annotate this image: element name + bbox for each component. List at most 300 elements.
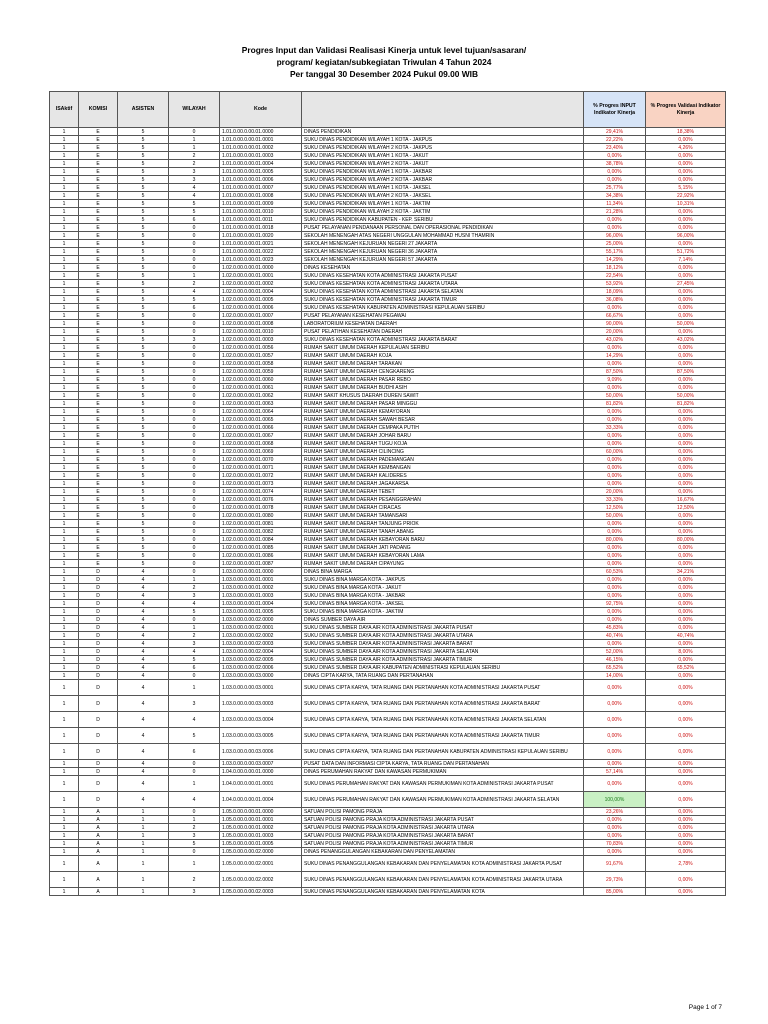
cell-nama: RUMAH SAKIT UMUM DAERAH KALIDERES [302, 472, 584, 480]
cell-nama: SEKOLAH MENENGAH KEJURUAN NEGERI 27 JAKARTA [302, 240, 584, 248]
table-row [50, 456, 726, 464]
cell-asisten: 5 [118, 272, 169, 280]
cell-nama: SUKU DINAS PENDIDIKAN WILAYAH 1 KOTA - JAKPUS [302, 136, 584, 144]
cell-progres-validasi: 51,72% [646, 248, 726, 256]
cell-komisi: E [79, 544, 118, 552]
cell-isaktif: 1 [50, 240, 79, 248]
cell-wilayah: 5 [169, 608, 220, 616]
cell-progres-input: 92,75% [584, 600, 646, 608]
cell-isaktif: 1 [50, 872, 79, 888]
cell-komisi: D [79, 568, 118, 576]
cell-progres-validasi: 27,45% [646, 280, 726, 288]
cell-kode: 1.05.0.00.0.00.02.0001 [220, 856, 302, 872]
cell-kode: 1.03.0.00.0.00.03.0001 [220, 680, 302, 696]
cell-progres-validasi: 0,00% [646, 744, 726, 760]
title-line-2: program/ kegiatan/subkegiatan Triwulan 4 Tahun 2024 [276, 57, 492, 67]
cell-wilayah: 1 [169, 816, 220, 824]
cell-nama: PUSAT DATA DAN INFORMASI CIPTA KARYA, TATA RUANG DAN PERTANAHAN [302, 760, 584, 768]
cell-kode: 1.02.0.00.0.00.01.0087 [220, 560, 302, 568]
cell-isaktif: 1 [50, 152, 79, 160]
cell-isaktif: 1 [50, 648, 79, 656]
table-row [50, 696, 726, 712]
cell-progres-validasi: 0,00% [646, 760, 726, 768]
cell-nama: SUKU DINAS SUMBER DAYA AIR KOTA ADMINISTRASI JAKARTA TIMUR [302, 656, 584, 664]
cell-asisten: 1 [118, 856, 169, 872]
cell-progres-validasi: 0,00% [646, 224, 726, 232]
cell-kode: 1.01.0.00.0.00.01.0021 [220, 240, 302, 248]
cell-progres-validasi: 22,92% [646, 192, 726, 200]
cell-kode: 1.02.0.00.0.00.01.0084 [220, 536, 302, 544]
cell-progres-validasi: 0,00% [646, 512, 726, 520]
cell-progres-validasi: 0,00% [646, 312, 726, 320]
cell-isaktif: 1 [50, 272, 79, 280]
cell-kode: 1.02.0.00.0.00.01.0060 [220, 376, 302, 384]
cell-progres-validasi: 0,00% [646, 424, 726, 432]
cell-progres-input: 81,82% [584, 400, 646, 408]
cell-komisi: E [79, 408, 118, 416]
cell-progres-input: 9,09% [584, 376, 646, 384]
cell-komisi: E [79, 328, 118, 336]
cell-nama: SUKU DINAS SUMBER DAYA AIR KOTA ADMINISTRASI JAKARTA PUSAT [302, 624, 584, 632]
cell-progres-input: 0,00% [584, 552, 646, 560]
cell-nama: PUSAT PELAYANAN PENDANAAN PERSONAL DAN OPERASIONAL PENDIDIKAN [302, 224, 584, 232]
cell-progres-input: 100,00% [584, 792, 646, 808]
cell-nama: RUMAH SAKIT UMUM DAERAH TANJUNG PRIOK [302, 520, 584, 528]
cell-wilayah: 4 [169, 712, 220, 728]
cell-komisi: D [79, 768, 118, 776]
table-row [50, 552, 726, 560]
cell-komisi: E [79, 288, 118, 296]
table-row [50, 512, 726, 520]
cell-asisten: 4 [118, 744, 169, 760]
cell-asisten: 5 [118, 176, 169, 184]
cell-progres-validasi: 0,00% [646, 832, 726, 840]
cell-isaktif: 1 [50, 616, 79, 624]
cell-nama: RUMAH SAKIT UMUM DAERAH TAMANSARI [302, 512, 584, 520]
table-row [50, 760, 726, 768]
cell-progres-validasi: 0,00% [646, 584, 726, 592]
cell-kode: 1.05.0.00.0.00.02.0000 [220, 848, 302, 856]
table-row [50, 600, 726, 608]
cell-nama: SUKU DINAS KESEHATAN KOTA ADMINISTRASI JAKARTA BARAT [302, 336, 584, 344]
cell-asisten: 5 [118, 416, 169, 424]
cell-isaktif: 1 [50, 376, 79, 384]
cell-progres-validasi: 0,00% [646, 464, 726, 472]
table-row [50, 496, 726, 504]
cell-komisi: E [79, 152, 118, 160]
cell-kode: 1.02.0.00.0.00.01.0063 [220, 400, 302, 408]
cell-progres-validasi: 0,00% [646, 136, 726, 144]
cell-kode: 1.05.0.00.0.00.01.0002 [220, 824, 302, 832]
cell-progres-validasi: 0,00% [646, 168, 726, 176]
cell-asisten: 5 [118, 264, 169, 272]
table-row [50, 312, 726, 320]
cell-wilayah: 2 [169, 152, 220, 160]
cell-komisi: E [79, 400, 118, 408]
cell-progres-input: 60,00% [584, 448, 646, 456]
cell-wilayah: 0 [169, 808, 220, 816]
cell-komisi: D [79, 744, 118, 760]
cell-nama: SUKU DINAS PENDIDIKAN WILAYAH 1 KOTA - JAKSEL [302, 184, 584, 192]
cell-kode: 1.02.0.00.0.00.01.0003 [220, 336, 302, 344]
cell-progres-input: 57,14% [584, 768, 646, 776]
table-row [50, 128, 726, 136]
cell-nama: RUMAH SAKIT UMUM DAERAH KEMBANGAN [302, 464, 584, 472]
cell-wilayah: 0 [169, 360, 220, 368]
cell-komisi: E [79, 256, 118, 264]
cell-nama: SUKU DINAS SUMBER DAYA AIR KOTA ADMINISTRASI JAKARTA SELATAN [302, 648, 584, 656]
cell-asisten: 5 [118, 192, 169, 200]
cell-progres-validasi: 0,00% [646, 264, 726, 272]
cell-nama: DINAS CIPTA KARYA, TATA RUANG DAN PERTANAHAN [302, 672, 584, 680]
cell-wilayah: 4 [169, 600, 220, 608]
cell-komisi: D [79, 656, 118, 664]
cell-kode: 1.03.0.00.0.00.02.0002 [220, 632, 302, 640]
cell-komisi: E [79, 448, 118, 456]
cell-nama: SUKU DINAS CIPTA KARYA, TATA RUANG DAN PERTANAHAN KOTA ADMINISTRASI JAKARTA SELATAN [302, 712, 584, 728]
cell-progres-input: 0,00% [584, 824, 646, 832]
cell-asisten: 5 [118, 248, 169, 256]
table-row [50, 248, 726, 256]
cell-kode: 1.05.0.00.0.00.02.0002 [220, 872, 302, 888]
cell-isaktif: 1 [50, 208, 79, 216]
cell-isaktif: 1 [50, 528, 79, 536]
header-kode: Kode [220, 92, 302, 128]
cell-progres-validasi: 12,50% [646, 504, 726, 512]
cell-progres-input: 43,02% [584, 336, 646, 344]
cell-isaktif: 1 [50, 456, 79, 464]
cell-komisi: E [79, 200, 118, 208]
cell-isaktif: 1 [50, 832, 79, 840]
cell-komisi: E [79, 376, 118, 384]
cell-asisten: 5 [118, 168, 169, 176]
cell-wilayah: 1 [169, 144, 220, 152]
table-body [50, 128, 726, 896]
cell-progres-input: 0,00% [584, 176, 646, 184]
cell-progres-validasi: 0,00% [646, 680, 726, 696]
cell-nama: SUKU DINAS SUMBER DAYA AIR KABUPATEN ADMINISTRASI KEPULAUAN SERIBU [302, 664, 584, 672]
table-row [50, 160, 726, 168]
cell-komisi: E [79, 192, 118, 200]
cell-kode: 1.01.0.00.0.00.01.0003 [220, 152, 302, 160]
table-row [50, 816, 726, 824]
cell-progres-validasi: 0,00% [646, 776, 726, 792]
cell-progres-input: 12,50% [584, 504, 646, 512]
cell-isaktif: 1 [50, 336, 79, 344]
cell-komisi: E [79, 184, 118, 192]
cell-asisten: 5 [118, 240, 169, 248]
cell-komisi: E [79, 368, 118, 376]
cell-wilayah: 0 [169, 432, 220, 440]
cell-nama: DINAS BINA MARGA [302, 568, 584, 576]
cell-isaktif: 1 [50, 192, 79, 200]
cell-asisten: 4 [118, 568, 169, 576]
cell-asisten: 5 [118, 256, 169, 264]
cell-kode: 1.02.0.00.0.00.01.0070 [220, 456, 302, 464]
header-wilayah: WILAYAH [169, 92, 220, 128]
table-row [50, 768, 726, 776]
cell-nama: SUKU DINAS PENDIDIKAN WILAYAH 1 KOTA - JAKTIM [302, 200, 584, 208]
cell-wilayah: 1 [169, 272, 220, 280]
cell-komisi: E [79, 424, 118, 432]
cell-progres-input: 14,29% [584, 256, 646, 264]
header-nama [302, 92, 584, 128]
cell-progres-input: 52,00% [584, 648, 646, 656]
table-row [50, 296, 726, 304]
cell-isaktif: 1 [50, 848, 79, 856]
cell-progres-validasi: 0,00% [646, 408, 726, 416]
cell-isaktif: 1 [50, 464, 79, 472]
table-row [50, 328, 726, 336]
cell-nama: DINAS PENDIDIKAN [302, 128, 584, 136]
cell-asisten: 4 [118, 696, 169, 712]
table-row [50, 480, 726, 488]
cell-komisi: E [79, 480, 118, 488]
header-asisten: ASISTEN [118, 92, 169, 128]
cell-komisi: D [79, 728, 118, 744]
cell-progres-input: 0,00% [584, 584, 646, 592]
cell-komisi: E [79, 344, 118, 352]
cell-kode: 1.01.0.00.0.00.01.0020 [220, 232, 302, 240]
cell-komisi: E [79, 416, 118, 424]
cell-asisten: 1 [118, 872, 169, 888]
cell-isaktif: 1 [50, 248, 79, 256]
cell-komisi: D [79, 640, 118, 648]
cell-progres-validasi: 0,00% [646, 792, 726, 808]
cell-progres-input: 20,00% [584, 328, 646, 336]
cell-isaktif: 1 [50, 520, 79, 528]
table-row [50, 424, 726, 432]
cell-wilayah: 0 [169, 232, 220, 240]
cell-wilayah: 0 [169, 520, 220, 528]
cell-wilayah: 0 [169, 456, 220, 464]
cell-nama: SATUAN POLISI PAMONG PRAJA KOTA ADMINISTRASI JAKARTA PUSAT [302, 816, 584, 824]
cell-komisi: E [79, 552, 118, 560]
cell-kode: 1.01.0.00.0.00.01.0006 [220, 176, 302, 184]
cell-progres-validasi: 0,00% [646, 216, 726, 224]
table-row [50, 256, 726, 264]
cell-progres-input: 0,00% [584, 592, 646, 600]
cell-komisi: E [79, 216, 118, 224]
cell-asisten: 5 [118, 480, 169, 488]
cell-progres-input: 87,50% [584, 368, 646, 376]
cell-kode: 1.04.0.00.0.00.01.0004 [220, 792, 302, 808]
cell-komisi: E [79, 224, 118, 232]
cell-komisi: E [79, 528, 118, 536]
cell-progres-validasi: 0,00% [646, 616, 726, 624]
table-row [50, 616, 726, 624]
cell-kode: 1.03.0.00.0.00.01.0005 [220, 608, 302, 616]
cell-isaktif: 1 [50, 128, 79, 136]
cell-progres-validasi: 0,00% [646, 592, 726, 600]
cell-progres-validasi: 0,00% [646, 728, 726, 744]
cell-progres-validasi: 16,67% [646, 496, 726, 504]
cell-komisi: E [79, 320, 118, 328]
cell-asisten: 5 [118, 344, 169, 352]
cell-asisten: 4 [118, 776, 169, 792]
cell-kode: 1.01.0.00.0.00.01.0008 [220, 192, 302, 200]
cell-wilayah: 0 [169, 384, 220, 392]
cell-kode: 1.03.0.00.0.00.02.0005 [220, 656, 302, 664]
cell-progres-input: 0,00% [584, 480, 646, 488]
cell-kode: 1.01.0.00.0.00.01.0010 [220, 208, 302, 216]
cell-progres-validasi: 0,00% [646, 296, 726, 304]
cell-nama: SUKU DINAS PENDIDIKAN WILAYAH 2 KOTA - JAKBAR [302, 176, 584, 184]
cell-wilayah: 0 [169, 376, 220, 384]
cell-kode: 1.02.0.00.0.00.01.0066 [220, 424, 302, 432]
cell-asisten: 5 [118, 504, 169, 512]
cell-kode: 1.02.0.00.0.00.01.0071 [220, 464, 302, 472]
cell-komisi: A [79, 832, 118, 840]
cell-progres-validasi: 0,00% [646, 768, 726, 776]
cell-nama: RUMAH SAKIT UMUM DAERAH TEBET [302, 488, 584, 496]
table-row [50, 136, 726, 144]
cell-nama: RUMAH SAKIT UMUM DAERAH KEBAYORAN BARU [302, 536, 584, 544]
cell-progres-validasi: 0,00% [646, 288, 726, 296]
cell-wilayah: 0 [169, 848, 220, 856]
cell-progres-input: 65,52% [584, 664, 646, 672]
cell-progres-input: 29,73% [584, 872, 646, 888]
cell-isaktif: 1 [50, 744, 79, 760]
cell-isaktif: 1 [50, 408, 79, 416]
cell-nama: SUKU DINAS PENDIDIKAN WILAYAH 2 KOTA - JAKTIM [302, 208, 584, 216]
cell-progres-validasi: 4,26% [646, 144, 726, 152]
cell-asisten: 5 [118, 520, 169, 528]
cell-asisten: 5 [118, 320, 169, 328]
cell-asisten: 5 [118, 528, 169, 536]
cell-asisten: 5 [118, 376, 169, 384]
cell-wilayah: 0 [169, 472, 220, 480]
cell-nama: SUKU DINAS KESEHATAN KOTA ADMINISTRASI JAKARTA PUSAT [302, 272, 584, 280]
cell-asisten: 4 [118, 768, 169, 776]
report-title [0, 44, 768, 80]
cell-asisten: 5 [118, 512, 169, 520]
cell-progres-input: 70,83% [584, 840, 646, 848]
cell-progres-validasi: 0,00% [646, 552, 726, 560]
cell-wilayah: 0 [169, 416, 220, 424]
table-row [50, 144, 726, 152]
cell-isaktif: 1 [50, 416, 79, 424]
cell-komisi: D [79, 680, 118, 696]
cell-isaktif: 1 [50, 592, 79, 600]
cell-isaktif: 1 [50, 656, 79, 664]
cell-progres-validasi: 0,00% [646, 824, 726, 832]
cell-asisten: 4 [118, 664, 169, 672]
cell-isaktif: 1 [50, 256, 79, 264]
cell-progres-input: 0,00% [584, 680, 646, 696]
cell-isaktif: 1 [50, 328, 79, 336]
cell-isaktif: 1 [50, 352, 79, 360]
cell-asisten: 5 [118, 208, 169, 216]
cell-asisten: 5 [118, 384, 169, 392]
cell-nama: RUMAH SAKIT UMUM DAERAH CIRACAS [302, 504, 584, 512]
cell-nama: SUKU DINAS PERUMAHAN RAKYAT DAN KAWASAN PERMUKIMAN KOTA ADMINISTRASI JAKARTA PUSAT [302, 776, 584, 792]
cell-progres-validasi: 0,00% [646, 376, 726, 384]
cell-progres-input: 0,00% [584, 360, 646, 368]
cell-progres-validasi: 0,00% [646, 416, 726, 424]
cell-isaktif: 1 [50, 672, 79, 680]
table-row [50, 856, 726, 872]
cell-asisten: 5 [118, 144, 169, 152]
cell-progres-validasi: 81,82% [646, 400, 726, 408]
cell-progres-input: 96,00% [584, 232, 646, 240]
cell-nama: SUKU DINAS BINA MARGA KOTA - JAKTIM [302, 608, 584, 616]
table-row [50, 808, 726, 816]
cell-nama: RUMAH SAKIT UMUM DAERAH BUDHI ASIH [302, 384, 584, 392]
cell-isaktif: 1 [50, 144, 79, 152]
cell-wilayah: 1 [169, 576, 220, 584]
cell-asisten: 5 [118, 496, 169, 504]
cell-nama: PUSAT PELAYANAN KESEHATAN PEGAWAI [302, 312, 584, 320]
cell-progres-input: 45,83% [584, 624, 646, 632]
cell-kode: 1.02.0.00.0.00.01.0010 [220, 328, 302, 336]
cell-komisi: E [79, 520, 118, 528]
cell-nama: RUMAH SAKIT UMUM DAERAH PADEMANGAN [302, 456, 584, 464]
table-row [50, 520, 726, 528]
cell-nama: SATUAN POLISI PAMONG PRAJA KOTA ADMINISTRASI JAKARTA UTARA [302, 824, 584, 832]
cell-asisten: 5 [118, 136, 169, 144]
table-row [50, 744, 726, 760]
cell-asisten: 5 [118, 184, 169, 192]
cell-kode: 1.01.0.00.0.00.01.0005 [220, 168, 302, 176]
cell-progres-validasi: 0,00% [646, 544, 726, 552]
cell-nama: RUMAH SAKIT UMUM DAERAH JAGAKARSA [302, 480, 584, 488]
cell-asisten: 5 [118, 288, 169, 296]
cell-isaktif: 1 [50, 568, 79, 576]
table-row [50, 176, 726, 184]
cell-kode: 1.02.0.00.0.00.01.0064 [220, 408, 302, 416]
cell-isaktif: 1 [50, 544, 79, 552]
cell-progres-input: 0,00% [584, 544, 646, 552]
cell-komisi: E [79, 488, 118, 496]
cell-komisi: E [79, 264, 118, 272]
cell-kode: 1.05.0.00.0.00.01.0003 [220, 832, 302, 840]
cell-nama: SUKU DINAS CIPTA KARYA, TATA RUANG DAN PERTANAHAN KOTA ADMINISTRASI JAKARTA TIMUR [302, 728, 584, 744]
cell-wilayah: 5 [169, 656, 220, 664]
cell-isaktif: 1 [50, 808, 79, 816]
cell-isaktif: 1 [50, 136, 79, 144]
cell-progres-input: 34,38% [584, 192, 646, 200]
cell-wilayah: 0 [169, 392, 220, 400]
cell-progres-input: 80,00% [584, 536, 646, 544]
cell-nama: RUMAH SAKIT UMUM DAERAH KOJA [302, 352, 584, 360]
cell-isaktif: 1 [50, 224, 79, 232]
cell-progres-validasi: 0,00% [646, 528, 726, 536]
cell-nama: RUMAH SAKIT UMUM DAERAH KEPULAUAN SERIBU [302, 344, 584, 352]
cell-nama: RUMAH SAKIT UMUM DAERAH JOHAR BARU [302, 432, 584, 440]
table-row [50, 528, 726, 536]
cell-isaktif: 1 [50, 480, 79, 488]
cell-progres-input: 0,00% [584, 848, 646, 856]
cell-wilayah: 6 [169, 216, 220, 224]
cell-progres-validasi: 0,00% [646, 560, 726, 568]
cell-progres-input: 0,00% [584, 416, 646, 424]
cell-nama: SUKU DINAS CIPTA KARYA, TATA RUANG DAN PERTANAHAN KOTA ADMINISTRASI JAKARTA BARAT [302, 696, 584, 712]
cell-kode: 1.02.0.00.0.00.01.0057 [220, 352, 302, 360]
cell-progres-validasi: 0,00% [646, 872, 726, 888]
cell-progres-validasi: 0,00% [646, 848, 726, 856]
cell-progres-validasi: 0,00% [646, 160, 726, 168]
cell-asisten: 5 [118, 424, 169, 432]
cell-wilayah: 0 [169, 616, 220, 624]
cell-isaktif: 1 [50, 888, 79, 896]
cell-kode: 1.02.0.00.0.00.01.0069 [220, 448, 302, 456]
table-row [50, 224, 726, 232]
cell-progres-validasi: 0,00% [646, 888, 726, 896]
cell-komisi: A [79, 848, 118, 856]
table-row [50, 640, 726, 648]
cell-wilayah: 0 [169, 368, 220, 376]
